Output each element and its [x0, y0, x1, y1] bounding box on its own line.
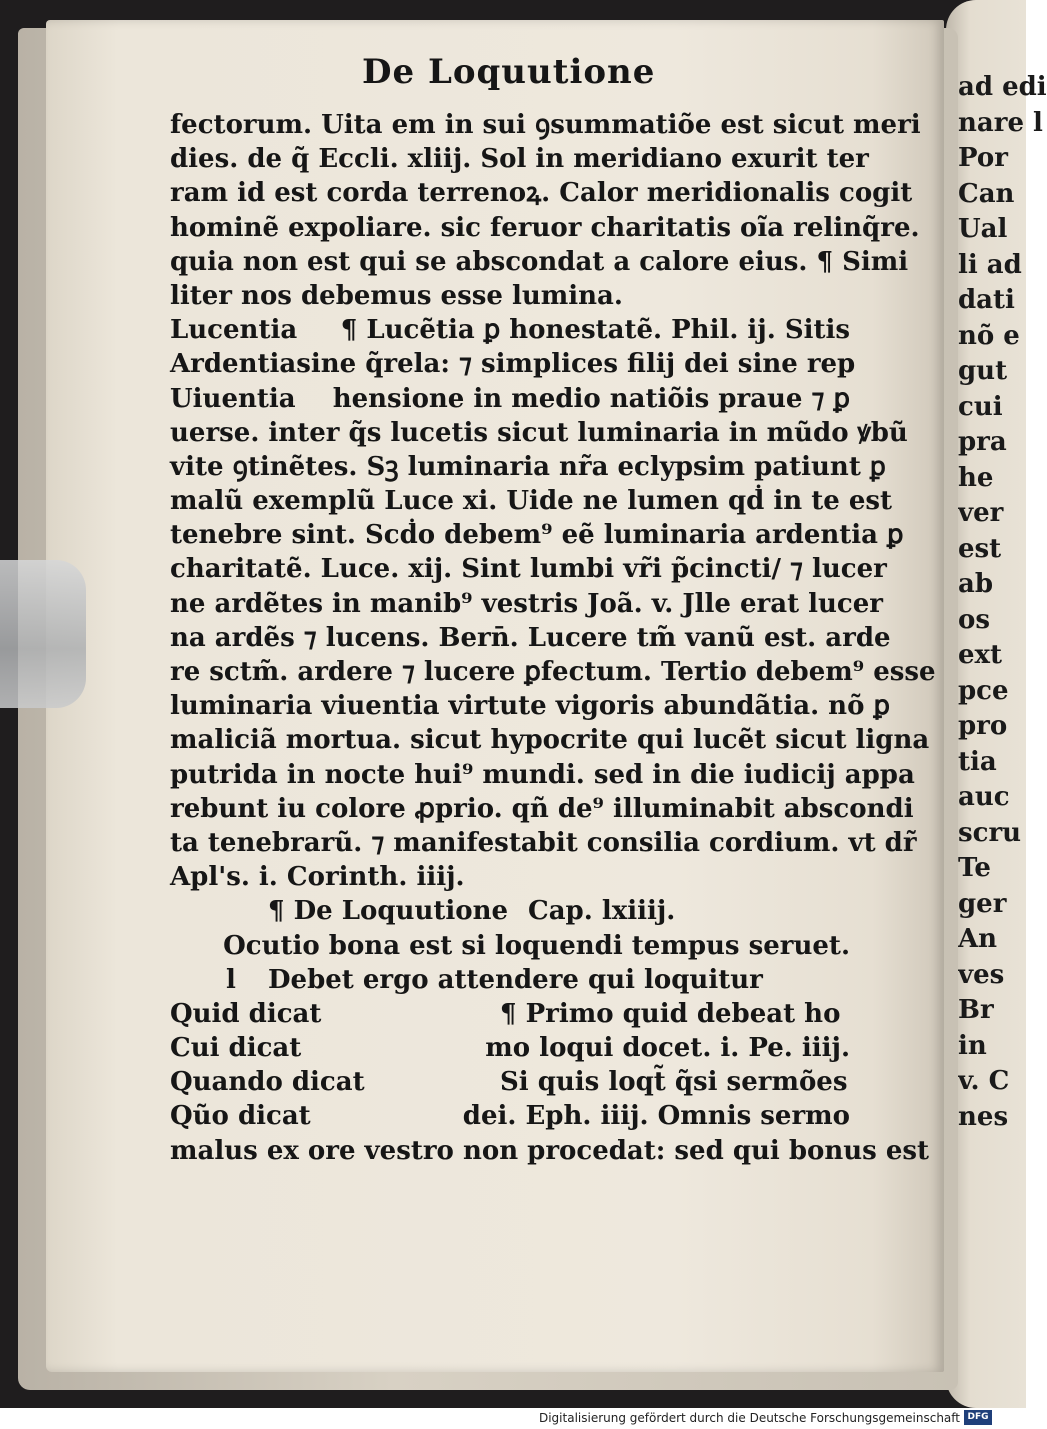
row-label: Uiuentia: [170, 383, 296, 414]
page-clip: [0, 560, 86, 708]
footer-credit: Digitalisierung gefördert durch die Deutsche Forschungsgemeinschaft: [538, 1411, 960, 1425]
text-line: hominẽ expoliare. sic feruor charitatis oĩa relinq̃re.: [170, 212, 920, 243]
text-line: re sctm̃. ardere ⁊ lucere ꝑfectum. Tertio debem⁹ esse: [170, 657, 936, 687]
text-line: vite ꝯtinẽtes. Sꝫ luminaria nr̃a eclypsim patiunt ꝑ: [170, 451, 886, 482]
row-text: hensione in medio natiõis praue ⁊ ꝑ: [332, 383, 850, 414]
list-row: [170, 1031, 850, 1065]
margin-mark: l: [226, 964, 236, 995]
row-text: dei. Eph. iiij. Omnis sermo: [462, 1101, 850, 1132]
row-text: mo loqui docet. i. Pe. iiij.: [485, 1033, 850, 1064]
list-row: [170, 997, 850, 1031]
row-text: Si quis loqt̃ q̃si sermões: [500, 1067, 848, 1098]
facing-page-text: ad nare l Por Can Ual li ad dati nõ gut cui pra he ver est ab os ext pce pro tia auc scru Te ger An ves Br in v. C nes: [958, 72, 1043, 1132]
chapter-number: Cap. lxiiij.: [528, 896, 676, 927]
text-line: ram id est corda terrenoꝝ. Calor meridionalis cogit: [170, 178, 913, 209]
row-label: Ardentia: [170, 349, 297, 380]
text-line: tenebre sint. Scḋo debem⁹ eẽ luminaria ardentia ꝑ: [170, 520, 904, 551]
list-row: [170, 1065, 850, 1099]
list-row: [170, 1099, 850, 1133]
text-line: quia non est qui se abscondat a calore eius. ¶ Simi: [170, 246, 909, 277]
text-line: Apl's. i. Corinth. iiij.: [170, 862, 465, 893]
row-label: Cui dicat: [170, 1033, 302, 1064]
row-text: sine q̃rela: ⁊ simplices filij dei sine rep: [296, 349, 856, 380]
row-text: ¶ Lucẽtia ꝑ honestatẽ. Phil. ij. Sitis: [340, 315, 850, 346]
side-note-row: [170, 313, 850, 347]
row-text: ¶ Primo quid debeat ho: [500, 998, 841, 1029]
row-label: Lucentia: [170, 315, 298, 346]
text-line: maliciã mortua. sicut hypocrite qui lucẽt sicut ligna: [170, 725, 930, 756]
text-line: dies. de q̃ Eccli. xliij. Sol in meridiano exurit ter: [170, 144, 869, 175]
text-line: putrida in nocte hui⁹ mundi. sed in die iudicij appa: [170, 759, 915, 790]
last-line: malus ex ore vestro non procedat: sed qui bonus est: [170, 1135, 930, 1166]
row-label: Qũo dicat: [170, 1101, 311, 1132]
row-label: Quid dicat: [170, 998, 322, 1029]
text-line: uerse. inter q̃s lucetis sicut luminaria in mũdo ꝟbũ: [170, 417, 908, 448]
text-line: rebunt iu colore ꝓprio. qñ de⁹ illuminabit abscondi: [170, 793, 914, 824]
text-line: ta tenebrarũ. ⁊ manifestabit consilia cordium. vt dr̃: [170, 827, 917, 858]
body-text: [170, 108, 936, 1168]
text-line: luminaria viuentia virtute vigoris abundãtia. nõ ꝑ: [170, 691, 890, 722]
chapter-heading: [170, 894, 850, 928]
text-line: malũ exemplũ Luce xi. Uide ne lumen qḋ in te est: [170, 486, 893, 517]
row-label: Quando dicat: [170, 1067, 365, 1098]
footer: [0, 1408, 1000, 1429]
text-line: ne ardẽtes in manib⁹ vestris Joã. v. Jlle erat lucer: [170, 588, 883, 619]
text-line: Ocutio bona est si loquendi tempus seruet.: [223, 930, 850, 961]
running-head: De Loquutione: [362, 52, 656, 92]
text-line: liter nos debemus esse lumina.: [170, 280, 623, 311]
side-note-row: [170, 347, 856, 381]
text-line: charitatẽ. Luce. xij. Sint lumbi vr̃i p̃cincti/ ⁊ lucer: [170, 554, 887, 585]
text-line: fectorum. Uita em in sui ꝯsummatiõe est sicut meri: [170, 110, 921, 140]
text-line: l Debet ergo attendere qui loquitur: [170, 963, 850, 997]
side-note-row: [170, 382, 850, 416]
chapter-title: ¶ De Loquutione: [268, 896, 509, 927]
text-line: na ardẽs ⁊ lucens. Bern̄. Lucere tm̃ vanũ est. arde: [170, 622, 891, 653]
dfg-logo: DFG: [964, 1410, 992, 1425]
